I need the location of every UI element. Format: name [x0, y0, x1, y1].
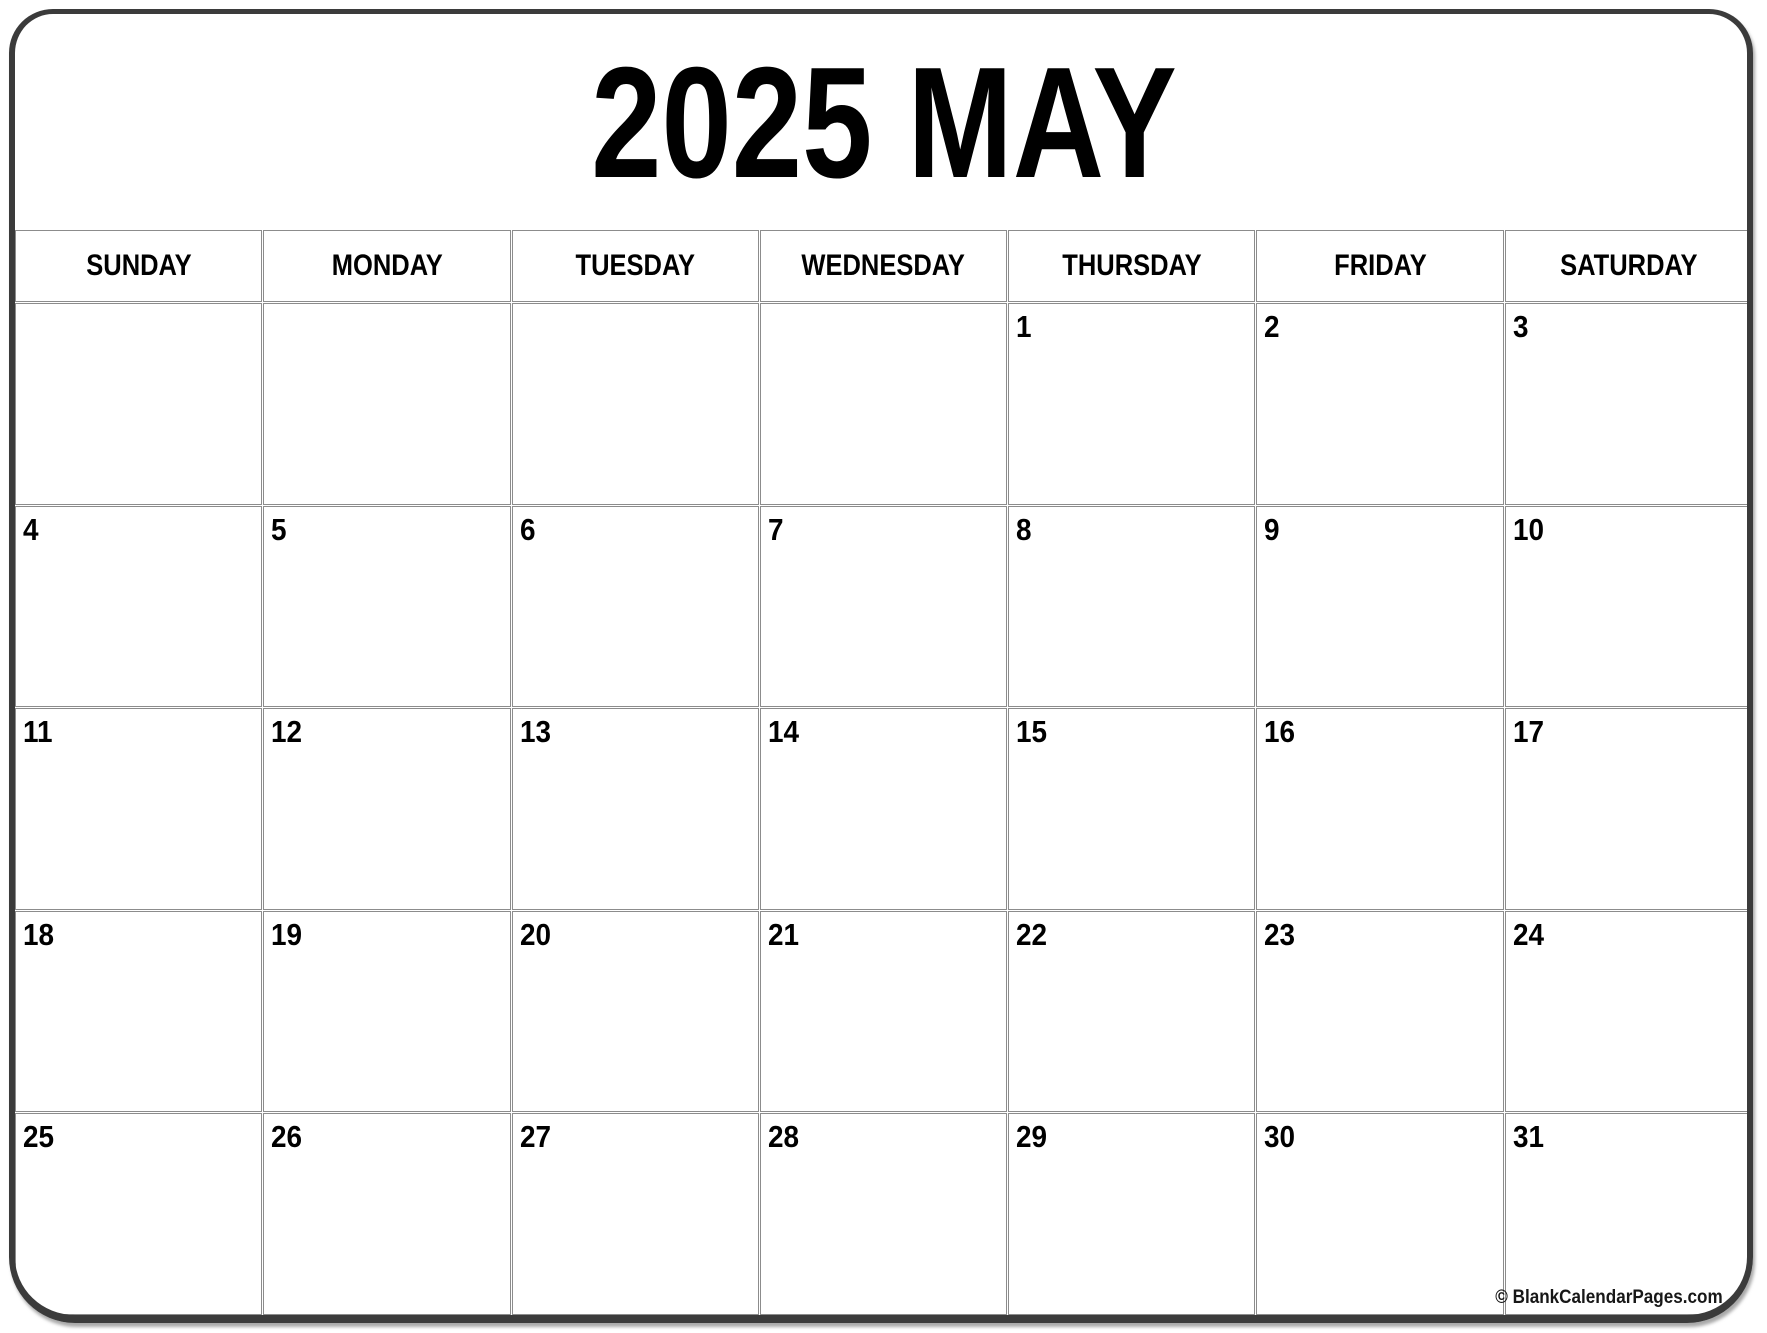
- day-cell-26: [263, 1113, 510, 1315]
- weekday-header-wednesday: [760, 230, 1007, 302]
- credit-text: © BlankCalendarPages.com: [1495, 1287, 1723, 1308]
- day-cell-16: [1256, 708, 1503, 910]
- weekday-label: THURSDAY: [1062, 249, 1202, 282]
- day-cell-29: [1008, 1113, 1255, 1315]
- weekday-header-monday: [263, 230, 510, 302]
- day-cell-25: [15, 1113, 262, 1315]
- day-cell-13: [512, 708, 759, 910]
- empty-day-cell: [263, 303, 510, 505]
- day-cell-10: [1505, 506, 1752, 708]
- weekday-label: SATURDAY: [1559, 249, 1698, 282]
- day-cell-5: [263, 506, 510, 708]
- day-number: 9: [1264, 511, 1280, 547]
- month-year-title: 2025 MAY: [590, 35, 1177, 211]
- calendar-grid: [15, 230, 1752, 1315]
- weekday-label: MONDAY: [331, 249, 443, 282]
- day-cell-18: [15, 911, 262, 1113]
- day-number: 14: [767, 714, 799, 750]
- day-number: 16: [1264, 714, 1296, 750]
- day-number: 21: [767, 916, 799, 952]
- day-number: 15: [1016, 714, 1048, 750]
- weekday-label: FRIDAY: [1333, 249, 1427, 282]
- day-cell-30: [1256, 1113, 1503, 1315]
- day-number: 3: [1512, 309, 1529, 344]
- day-number: 26: [271, 1119, 303, 1155]
- day-cell-7: [760, 506, 1007, 708]
- day-number: 29: [1016, 1119, 1048, 1155]
- day-cell-23: [1256, 911, 1503, 1113]
- weekday-label: SUNDAY: [85, 249, 192, 282]
- day-number: 17: [1512, 714, 1544, 750]
- day-number: 1: [1016, 309, 1032, 344]
- day-cell-20: [512, 911, 759, 1113]
- day-cell-27: [512, 1113, 759, 1315]
- day-cell-11: [15, 708, 262, 910]
- weekday-header-friday: [1256, 230, 1503, 302]
- day-number: 8: [1016, 511, 1032, 547]
- footer-credit: [1470, 1287, 1723, 1309]
- day-cell-3: [1505, 303, 1752, 505]
- day-number: 28: [767, 1119, 799, 1155]
- day-number: 12: [271, 714, 303, 750]
- weekday-label: WEDNESDAY: [801, 249, 966, 282]
- day-number: 5: [271, 511, 287, 547]
- day-number: 23: [1264, 916, 1296, 952]
- day-number: 10: [1512, 511, 1544, 547]
- day-cell-2: [1256, 303, 1503, 505]
- day-cell-15: [1008, 708, 1255, 910]
- day-cell-19: [263, 911, 510, 1113]
- weekday-header-tuesday: [512, 230, 759, 302]
- day-cell-31: [1505, 1113, 1752, 1315]
- day-cell-28: [760, 1113, 1007, 1315]
- day-number: 13: [519, 714, 551, 750]
- day-number: 25: [23, 1119, 55, 1155]
- day-number: 27: [519, 1119, 551, 1155]
- day-number: 2: [1264, 309, 1280, 344]
- day-number: 11: [23, 714, 53, 750]
- empty-day-cell: [512, 303, 759, 505]
- day-cell-12: [263, 708, 510, 910]
- day-cell-24: [1505, 911, 1752, 1113]
- day-cell-1: [1008, 303, 1255, 505]
- day-number: 7: [767, 511, 784, 547]
- day-cell-22: [1008, 911, 1255, 1113]
- day-cell-17: [1505, 708, 1752, 910]
- empty-day-cell: [15, 303, 262, 505]
- day-number: 18: [23, 916, 55, 952]
- day-number: 24: [1512, 916, 1544, 952]
- day-cell-6: [512, 506, 759, 708]
- day-number: 30: [1264, 1119, 1296, 1155]
- day-cell-8: [1008, 506, 1255, 708]
- weekday-header-saturday: [1505, 230, 1752, 302]
- weekday-header-sunday: [15, 230, 262, 302]
- day-cell-4: [15, 506, 262, 708]
- day-number: 22: [1016, 916, 1048, 952]
- day-cell-14: [760, 708, 1007, 910]
- weekday-header-thursday: [1008, 230, 1255, 302]
- empty-day-cell: [760, 303, 1007, 505]
- day-number: 4: [23, 511, 39, 547]
- day-number: 6: [519, 511, 536, 547]
- weekday-label: TUESDAY: [575, 249, 695, 282]
- day-cell-9: [1256, 506, 1503, 708]
- day-number: 19: [271, 916, 303, 952]
- page-title: [0, 35, 1767, 211]
- day-cell-21: [760, 911, 1007, 1113]
- day-number: 20: [519, 916, 551, 952]
- day-number: 31: [1512, 1119, 1544, 1155]
